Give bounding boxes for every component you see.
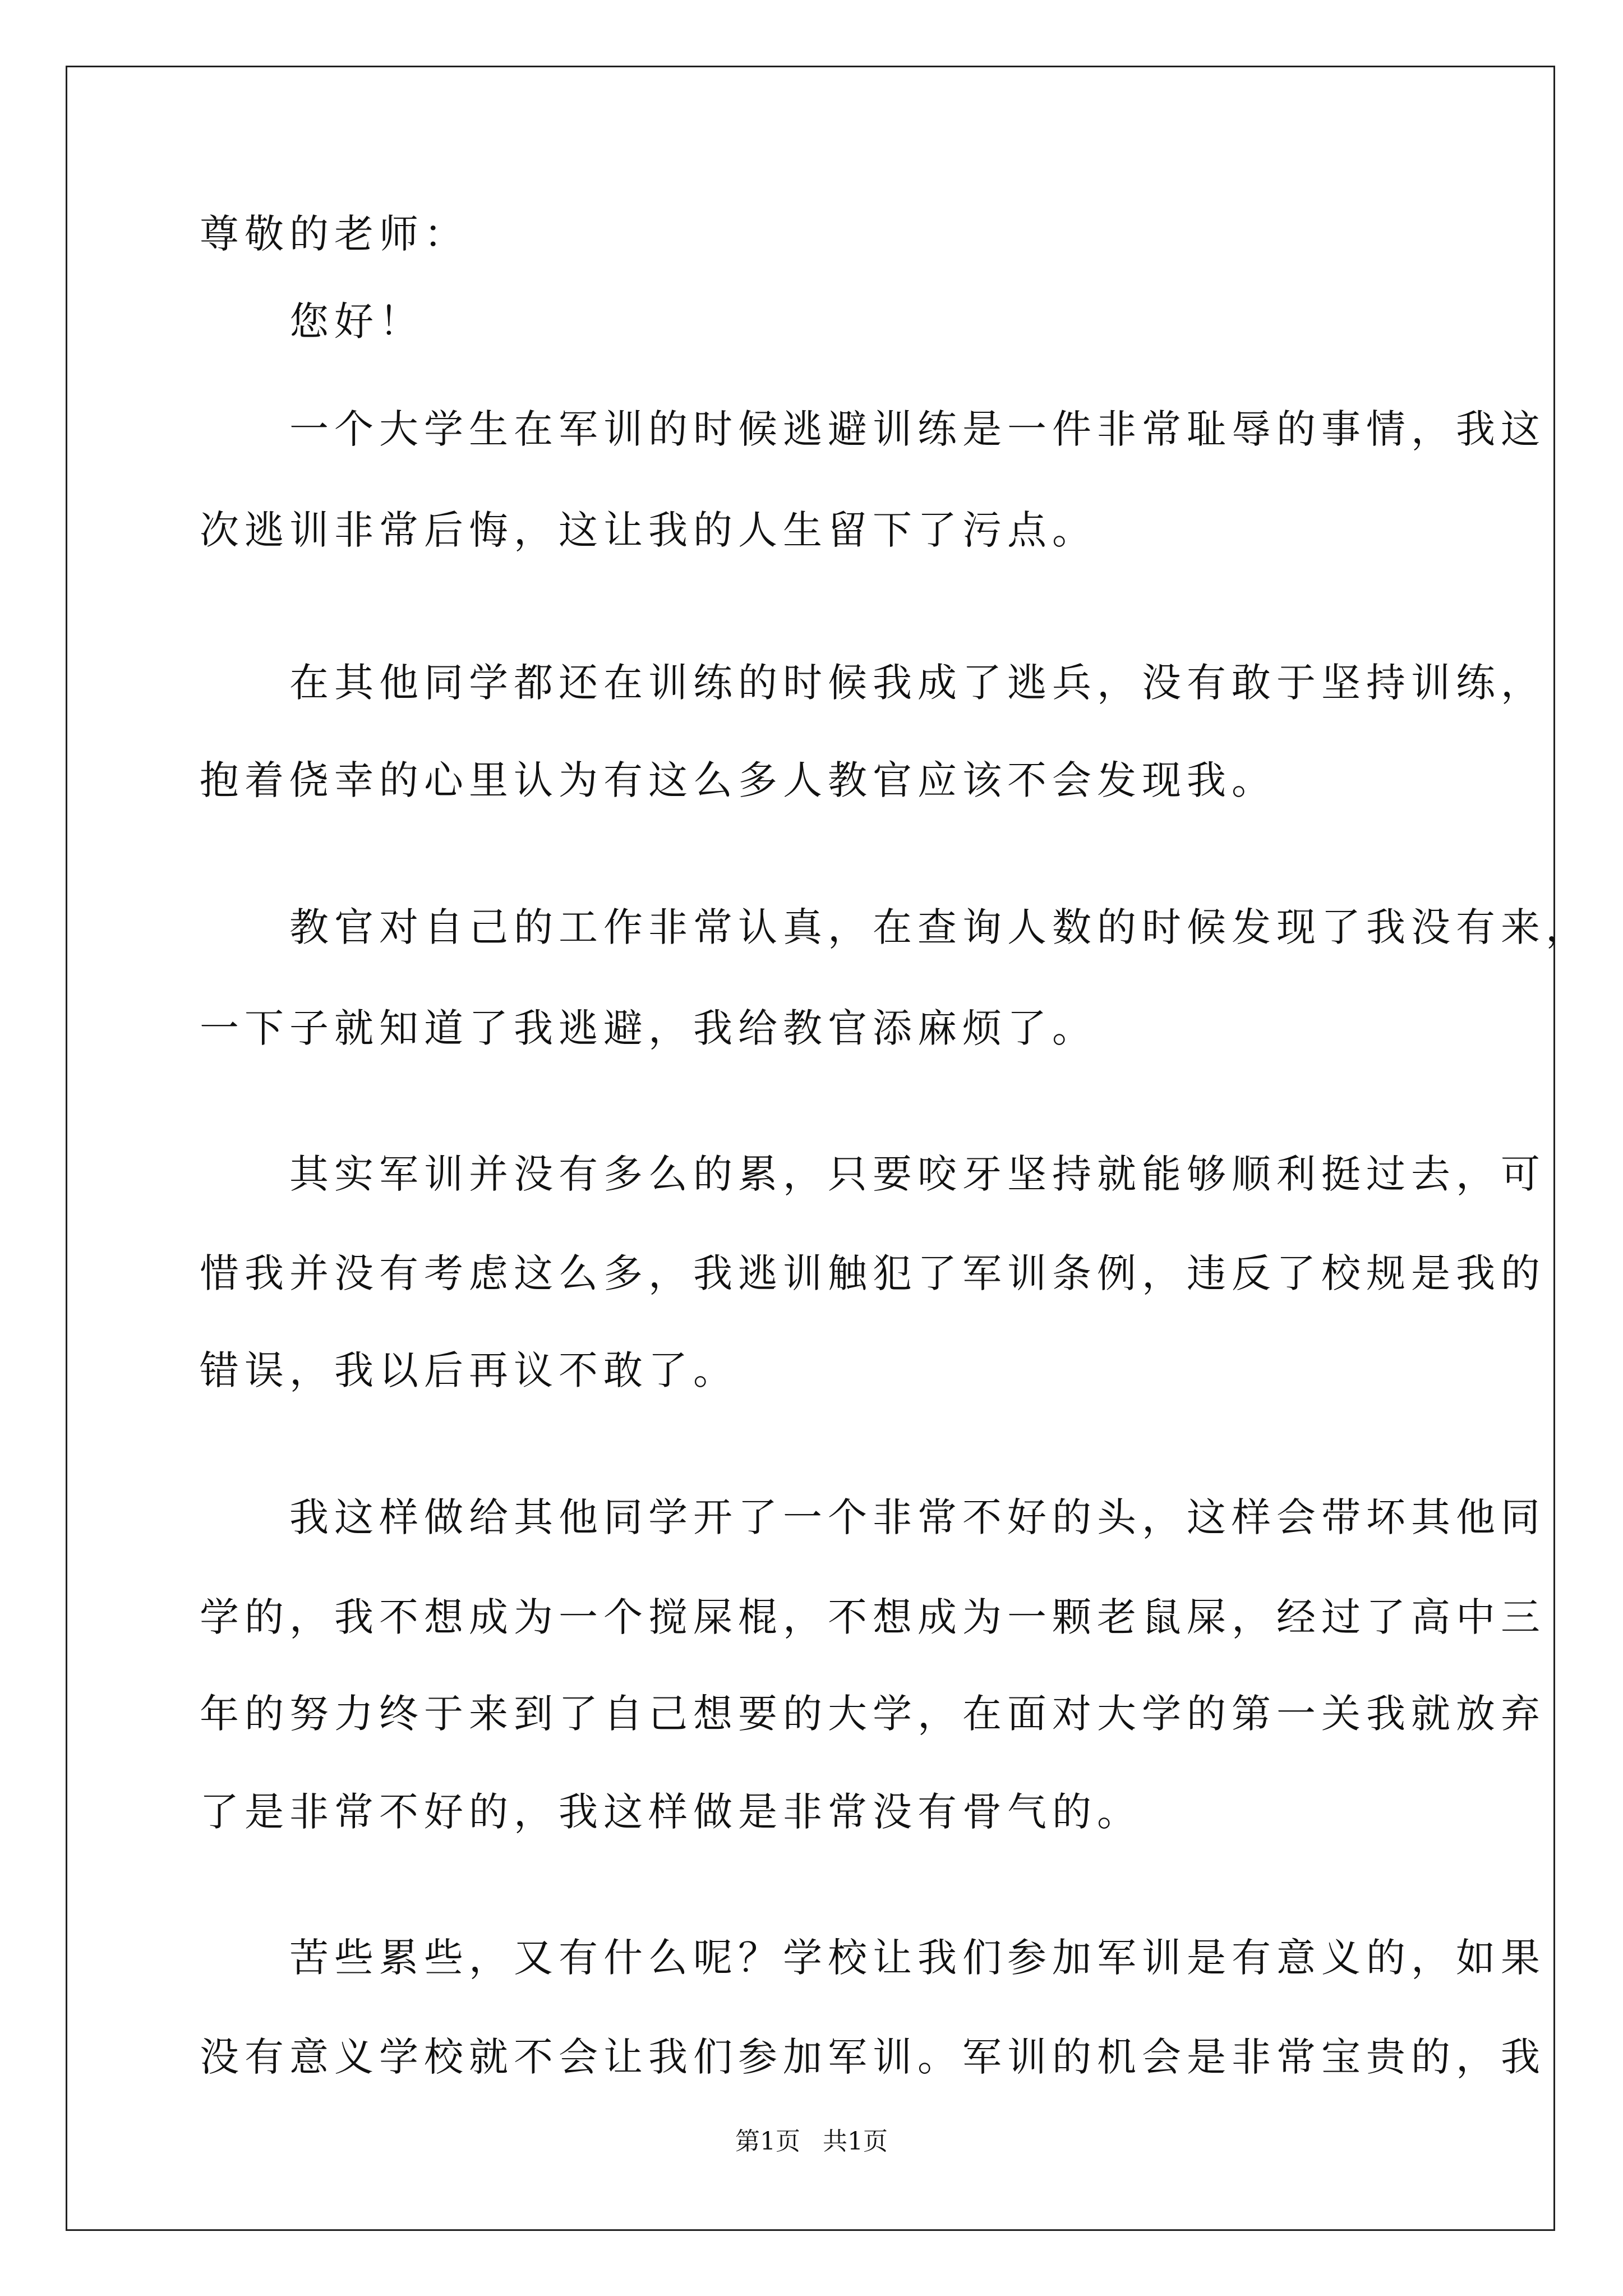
paragraph-line: 教官对自己的工作非常认真，在查询人数的时候发现了我没有来， (200, 904, 1590, 950)
paragraph-line: 年的努力终于来到了自己想要的大学，在面对大学的第一关我就放弃 (200, 1691, 1546, 1737)
page-footer (0, 2126, 1623, 2157)
paragraph-line: 您好！ (200, 298, 424, 344)
page-number-total: 共1页 (823, 2127, 888, 2156)
paragraph-line: 次逃训非常后悔，这让我的人生留下了污点。 (200, 507, 1097, 553)
paragraph-line: 苦些累些，又有什么呢？学校让我们参加军训是有意义的，如果 (200, 1935, 1546, 1981)
paragraph-line: 错误，我以后再议不敢了。 (200, 1347, 738, 1393)
paragraph-line: 了是非常不好的，我这样做是非常没有骨气的。 (200, 1789, 1142, 1835)
paragraph-line: 在其他同学都还在训练的时候我成了逃兵，没有敢于坚持训练， (200, 660, 1546, 706)
paragraph-line: 一个大学生在军训的时候逃避训练是一件非常耻辱的事情，我这 (200, 406, 1546, 452)
paragraph-line: 惜我并没有考虑这么多，我逃训触犯了军训条例，违反了校规是我的 (200, 1250, 1546, 1296)
paragraph-line: 抱着侥幸的心里认为有这么多人教官应该不会发现我。 (200, 757, 1276, 803)
paragraph-line: 我这样做给其他同学开了一个非常不好的头，这样会带坏其他同 (200, 1494, 1546, 1540)
page-border (66, 66, 1555, 2231)
paragraph-line: 没有意义学校就不会让我们参加军训。军训的机会是非常宝贵的，我 (200, 2034, 1546, 2080)
salutation: 尊敬的老师： (200, 211, 469, 257)
paragraph-line: 一下子就知道了我逃避，我给教官添麻烦了。 (200, 1005, 1097, 1051)
paragraph-line: 学的，我不想成为一个搅屎棍，不想成为一颗老鼠屎，经过了高中三 (200, 1594, 1546, 1640)
page-number-current: 第1页 (735, 2127, 800, 2156)
paragraph-line: 其实军训并没有多么的累，只要咬牙坚持就能够顺利挺过去，可 (200, 1151, 1546, 1197)
